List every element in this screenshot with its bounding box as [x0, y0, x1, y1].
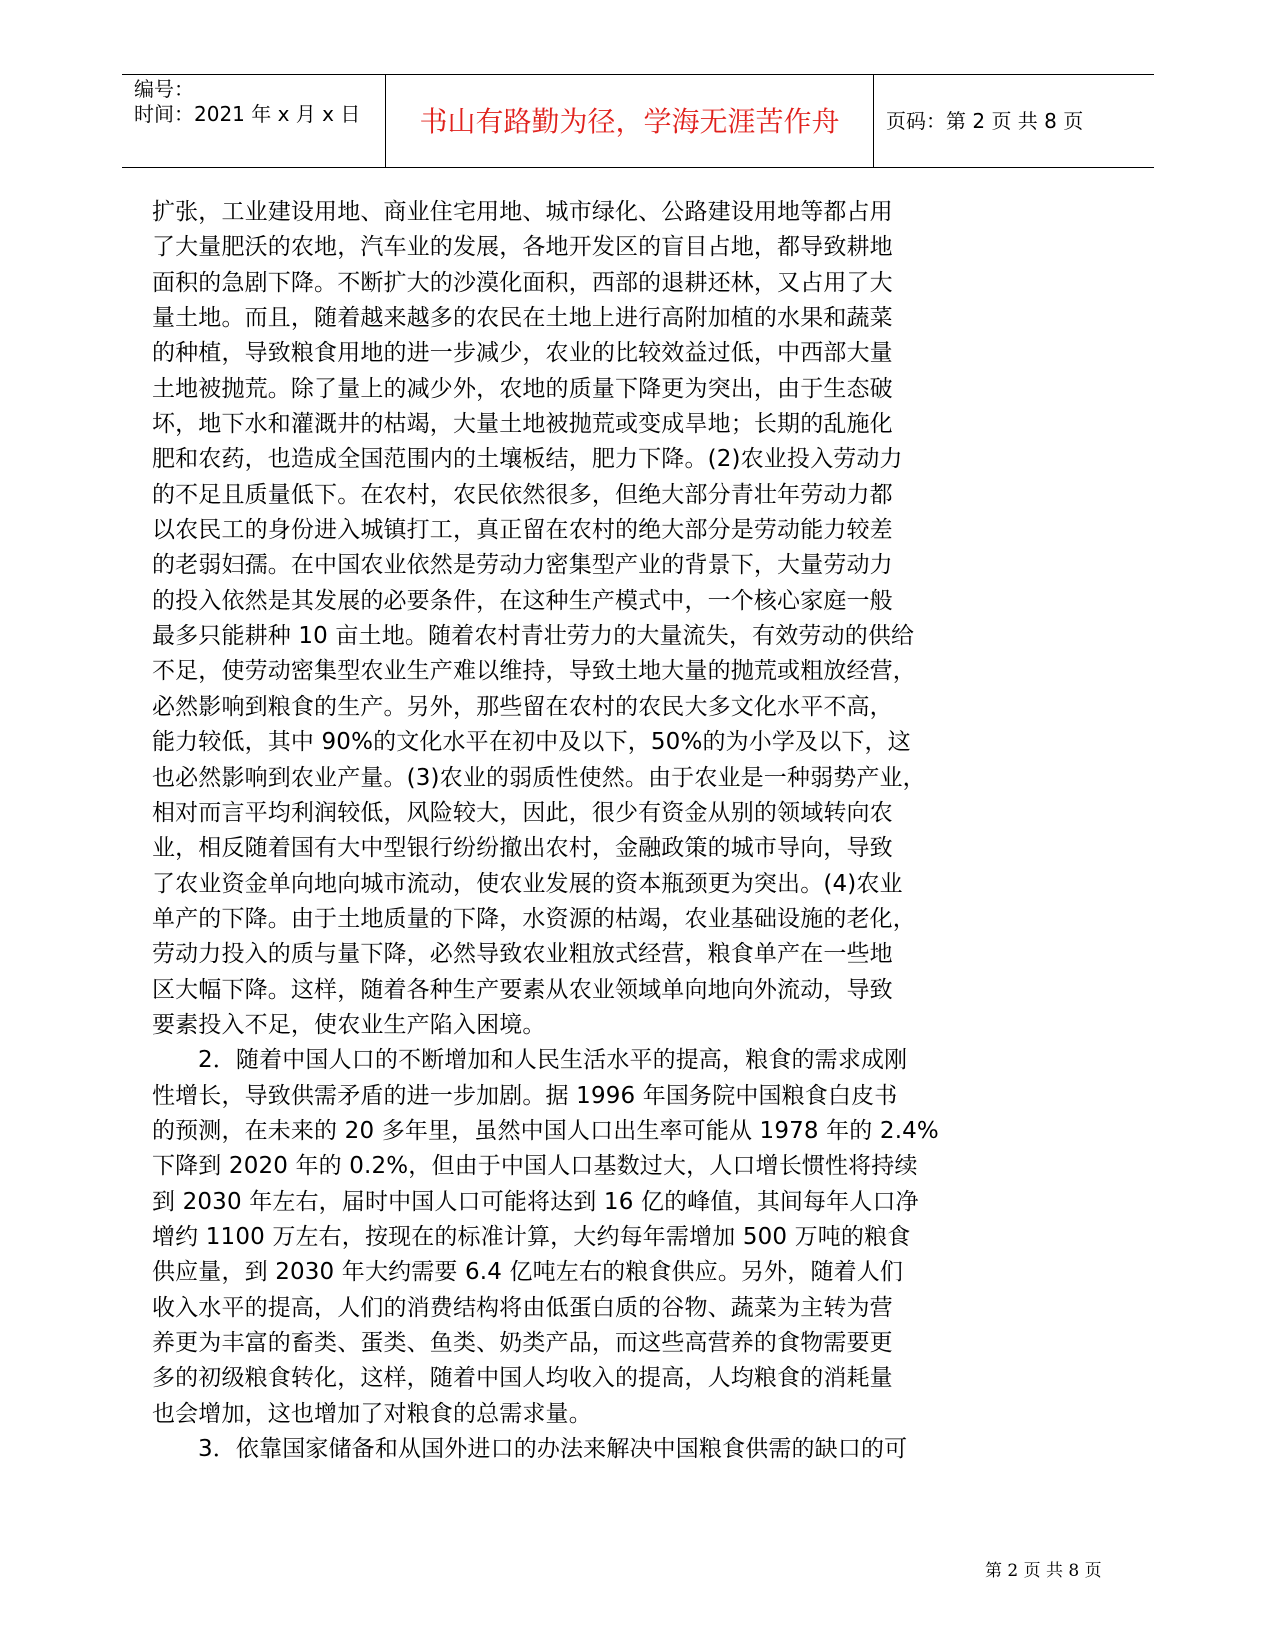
- body-line: 也会增加，这也增加了对粮食的总需求量。: [152, 1400, 592, 1427]
- body-line: 业，相反随着国有大中型银行纷纷撤出农村，金融政策的城市导向，导致: [152, 835, 893, 862]
- body-line: 收入水平的提高，人们的消费结构将由低蛋白质的谷物、蔬菜为主转为营: [152, 1294, 893, 1321]
- body-line: 区大幅下降。这样，随着各种生产要素从农业领域单向地向外流动，导致: [152, 976, 893, 1003]
- body-line: 土地被抛荒。除了量上的减少外，农地的质量下降更为突出，由于生态破: [152, 375, 893, 402]
- body-line: 单产的下降。由于土地质量的下降，水资源的枯竭，农业基础设施的老化，: [152, 905, 916, 932]
- body-line: 能力较低，其中 90%的文化水平在初中及以下，50%的为小学及以下，这: [152, 729, 911, 756]
- body-line: 不足，使劳动密集型农业生产难以维持，导致土地大量的抛荒或粗放经营，: [152, 658, 916, 685]
- body-line: 肥和农药，也造成全国范围内的土壤板结，肥力下降。(2)农业投入劳动力: [152, 446, 903, 473]
- header-motto-cell: [386, 75, 874, 167]
- header-page-cell: [874, 75, 1154, 167]
- serial-number-label: 编号：: [134, 77, 194, 101]
- body-line: 养更为丰富的畜类、蛋类、鱼类、奶类产品，而这些高营养的食物需要更: [152, 1330, 893, 1356]
- paragraph-start-line: 3．依靠国家储备和从国外进口的办法来解决中国粮食供需的缺口的可: [198, 1436, 908, 1463]
- body-line: 到 2030 年左右，届时中国人口可能将达到 16 亿的峰值，其间每年人口净: [152, 1188, 919, 1215]
- body-line: 供应量，到 2030 年大约需要 6.4 亿吨左右的粮食供应。另外，随着人们: [152, 1259, 904, 1286]
- page-footer: 第 2 页 共 8 页: [985, 1561, 1102, 1581]
- date-label: 时间：2021 年 x 月 x 日: [134, 102, 361, 126]
- paragraph-start-line: 2．随着中国人口的不断增加和人民生活水平的提高，粮食的需求成刚: [198, 1047, 908, 1074]
- body-line: 也必然影响到农业产量。(3)农业的弱质性使然。由于农业是一种弱势产业，: [152, 764, 926, 791]
- body-line: 的种植，导致粮食用地的进一步减少，农业的比较效益过低，中西部大量: [152, 340, 893, 367]
- body-line: 劳动力投入的质与量下降，必然导致农业粗放式经营，粮食单产在一些地: [152, 941, 893, 968]
- body-line: 的不足且质量低下。在农村，农民依然很多，但绝大部分青壮年劳动力都: [152, 481, 893, 508]
- body-line: 了农业资金单向地向城市流动，使农业发展的资本瓶颈更为突出。(4)农业: [152, 870, 903, 897]
- header-meta-cell: [122, 75, 386, 167]
- body-line: 性增长，导致供需矛盾的进一步加剧。据 1996 年国务院中国粮食白皮书: [152, 1082, 898, 1109]
- body-line: 的老弱妇孺。在中国农业依然是劳动力密集型产业的背景下，大量劳动力: [152, 552, 893, 579]
- body-line: 的预测，在未来的 20 多年里，虽然中国人口出生率可能从 1978 年的 2.4%: [152, 1117, 939, 1144]
- body-line: 的投入依然是其发展的必要条件，在这种生产模式中，一个核心家庭一般: [152, 587, 893, 614]
- body-line: 增约 1100 万左右，按现在的标准计算，大约每年需增加 500 万吨的粮食: [152, 1223, 911, 1250]
- body-line: 下降到 2020 年的 0.2%，但由于中国人口基数过大，人口增长惯性将持续: [152, 1153, 918, 1180]
- body-line: 相对而言平均利润较低，风险较大，因此，很少有资金从别的领域转向农: [152, 799, 893, 826]
- body-line: 必然影响到粮食的生产。另外，那些留在农村的农民大多文化水平不高，: [152, 693, 893, 720]
- body-line: 了大量肥沃的农地，汽车业的发展，各地开发区的盲目占地，都导致耕地: [152, 234, 893, 261]
- body-line: 坏，地下水和灌溉井的枯竭，大量土地被抛荒或变成旱地；长期的乱施化: [152, 411, 893, 438]
- motto-text: 书山有路勤为径，学海无涯苦作舟: [419, 105, 840, 138]
- body-line: 要素投入不足，使农业生产陷入困境。: [152, 1011, 546, 1038]
- body-line: 面积的急剧下降。不断扩大的沙漠化面积，西部的退耕还林，又占用了大: [152, 269, 893, 296]
- body-line: 扩张，工业建设用地、商业住宅用地、城市绿化、公路建设用地等都占用: [152, 199, 893, 225]
- body-text: [152, 195, 962, 1467]
- body-line: 最多只能耕种 10 亩土地。随着农村青壮劳力的大量流失，有效劳动的供给: [152, 623, 915, 650]
- body-line: 以农民工的身份进入城镇打工，真正留在农村的绝大部分是劳动能力较差: [152, 517, 893, 544]
- body-line: 量土地。而且，随着越来越多的农民在土地上进行高附加植的水果和蔬菜: [152, 305, 893, 332]
- body-line: 多的初级粮食转化，这样，随着中国人均收入的提高，人均粮食的消耗量: [152, 1365, 893, 1392]
- document-header: [122, 74, 1154, 168]
- page-code-label: 页码：第 2 页 共 8 页: [886, 109, 1084, 133]
